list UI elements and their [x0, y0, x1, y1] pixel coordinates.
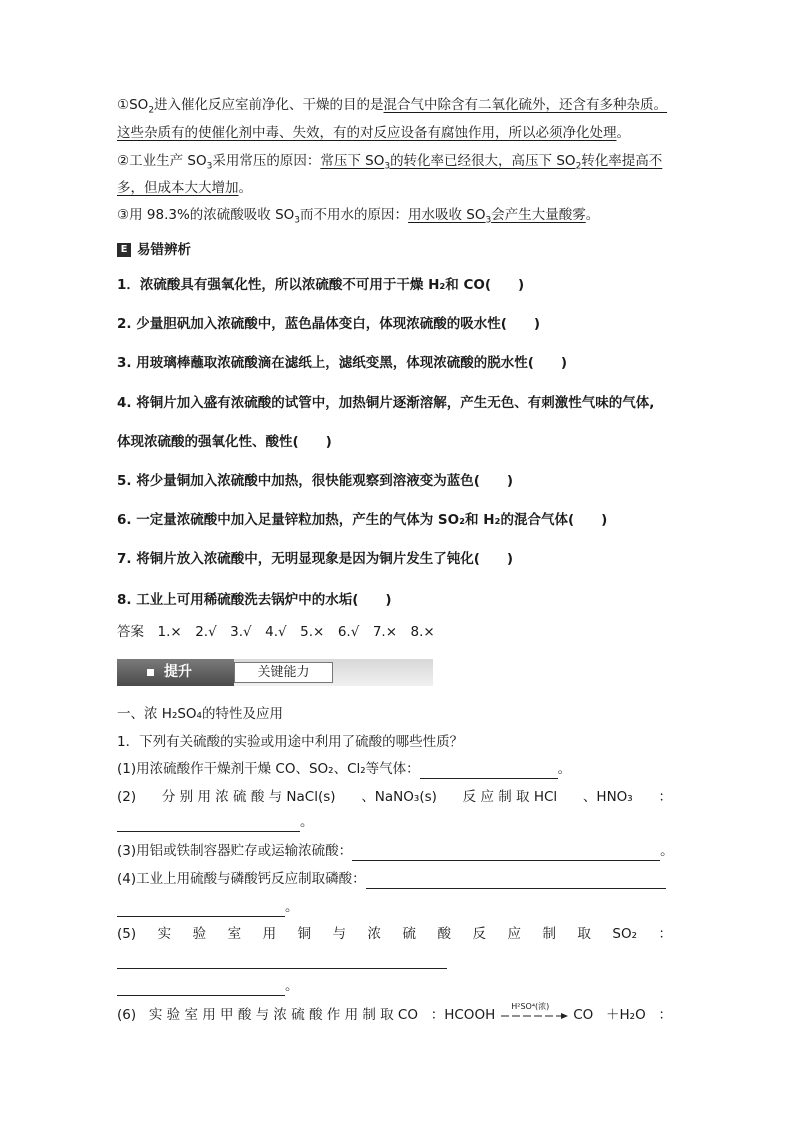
intro-line-5 [117, 205, 599, 231]
underlined-answer [320, 153, 663, 172]
arrow-icon [499, 1005, 569, 1025]
underlined-answer [408, 207, 586, 226]
text: 反 [472, 926, 486, 942]
text: 。 [300, 814, 314, 830]
question-1-5 [117, 924, 672, 944]
practice-section-title: 一、浓 H₂SO₄的特性及应用 [117, 706, 283, 722]
question-1-4 [117, 869, 666, 889]
banner-right-label: 关键能力 [234, 662, 333, 683]
subscript: 3 [485, 215, 492, 226]
text: ③用 98.3%的浓硫酸吸收 SO [117, 207, 295, 223]
text: 制 [542, 926, 556, 942]
text: CO [573, 1007, 594, 1023]
analysis-item-1: 1．浓硫酸具有强氧化性，所以浓硫酸不可用于干燥 H₂和 CO( ) [117, 277, 525, 293]
analysis-item-5: 5. 将少量铜加入浓硫酸中加热，很快能观察到溶液变为蓝色( ) [117, 473, 514, 489]
question-1-5-answer-b [117, 976, 299, 996]
subscript: 3 [206, 161, 213, 172]
question-1-2-answer [117, 812, 314, 832]
answer-blank[interactable] [420, 762, 558, 779]
question-1-2 [117, 787, 672, 807]
answer-line: 答案 1.× 2.√ 3.√ 4.√ 5.× 6.√ 7.× 8.× [117, 624, 435, 640]
answer-blank[interactable] [117, 952, 447, 969]
text: 、NaNO₃(s) [361, 789, 437, 805]
answer-blank[interactable] [117, 815, 300, 832]
text: 实 验 室 用 甲 酸 与 浓 硫 酸 作 用 制 取 CO [148, 1007, 418, 1023]
square-icon [147, 669, 154, 676]
reaction-arrow [499, 1002, 569, 1025]
text: 酸 [437, 926, 451, 942]
text: (6) [117, 1007, 137, 1023]
text: (1)用浓硫酸作干燥剂干燥 CO、SO₂、Cl₂等气体： [117, 761, 420, 777]
text: 。 [285, 978, 299, 994]
intro-line-1 [117, 95, 667, 121]
question-1-5-answer-a [117, 949, 447, 969]
section-banner [117, 659, 433, 686]
subscript: 3 [384, 161, 391, 172]
intro-line-4 [117, 178, 252, 198]
text: ：HCOOH [430, 1007, 496, 1023]
analysis-title: 易错辨析 [137, 242, 191, 258]
answer-blank[interactable] [352, 844, 660, 861]
question-1-4-answer [117, 897, 299, 917]
analysis-item-3: 3. 用玻璃棒蘸取浓硫酸滴在滤纸上，滤纸变黑，体现浓硫酸的脱水性( ) [117, 355, 568, 371]
analysis-item-2: 2. 少量胆矾加入浓硫酸中，蓝色晶体变白，体现浓硫酸的吸水性( ) [117, 316, 541, 332]
text: 取 [577, 926, 591, 942]
text: 。 [616, 125, 630, 141]
underlined-answer: 多，但成本大大增加 [117, 180, 239, 196]
banner-left-label: 提升 [164, 664, 192, 680]
section-e-icon: E [117, 243, 131, 257]
reaction [430, 1002, 594, 1025]
text: SO₂ [612, 926, 638, 942]
analysis-item-8: 8. 工业上可用稀硫酸洗去锅炉中的水垢( ) [117, 592, 392, 608]
text: 采用常压的原因： [212, 153, 321, 169]
text: (3)用铝或铁制容器贮存或运输浓硫酸： [117, 843, 353, 859]
text: 而不用水的原因： [300, 207, 409, 223]
analysis-item-7: 7. 将铜片放入浓硫酸中，无明显现象是因为铜片发生了钝化( ) [117, 551, 514, 567]
text: 验 [192, 926, 207, 942]
text: 分 别 用 浓 硫 酸 与 NaCl(s) [161, 789, 336, 805]
answer-blank[interactable] [117, 979, 285, 996]
intro-line-3 [117, 151, 662, 177]
text: 。 [238, 180, 252, 196]
text: (5) [117, 926, 137, 942]
text: 。 [557, 761, 572, 777]
text: ： [658, 926, 672, 942]
text: 。 [285, 899, 299, 915]
intro-line-2 [117, 123, 630, 143]
reaction-condition: H²SO⁴(浓) [511, 1002, 550, 1011]
question-1: 1．下列有关硫酸的实验或用途中利用了硫酸的哪些性质？ [117, 734, 464, 750]
text: ： [658, 789, 672, 805]
text: 的转化率已经很大，高压下 SO [390, 153, 576, 169]
analysis-item-4-cont: 体现浓硫酸的强氧化性、酸性( ) [117, 434, 332, 450]
text: 常压下 SO [320, 153, 385, 169]
text: 、HNO₃ [582, 789, 633, 805]
text: 会产生大量酸雾 [491, 207, 586, 223]
text: 室 [227, 926, 242, 942]
text: ②工业生产 SO [117, 153, 207, 169]
text: 硫 [402, 926, 416, 942]
answer-blank[interactable] [117, 900, 285, 917]
text: 转化率提高不 [581, 153, 663, 169]
answer-blank[interactable] [366, 872, 666, 889]
text: (2) [117, 789, 137, 805]
text: 进入催化反应室前净化、干燥的目的是 [154, 97, 384, 113]
text: ＋H₂O [606, 1007, 646, 1023]
banner-left [117, 659, 234, 686]
text: 反 应 制 取 HCl [462, 789, 558, 805]
text: ： [658, 1007, 672, 1023]
analysis-heading [117, 240, 191, 260]
text: 。 [660, 843, 674, 859]
subscript: 2 [575, 161, 582, 172]
text: ①SO [117, 97, 149, 113]
text: 应 [507, 926, 521, 942]
text: 实 [157, 926, 172, 942]
question-1-1 [117, 759, 571, 779]
question-1-3 [117, 841, 674, 861]
analysis-item-6: 6. 一定量浓硫酸中加入足量锌粒加热，产生的气体为 SO₂和 H₂的混合气体( ) [117, 512, 608, 528]
subscript: 2 [148, 105, 155, 116]
underlined-answer: 这些杂质有的使催化剂中毒、失效，有的对反应设备有腐蚀作用，所以必须净化处理 [117, 125, 617, 141]
text: (4)工业上用硫酸与磷酸钙反应制取磷酸： [117, 871, 366, 887]
question-1-6 [117, 1002, 672, 1025]
text: 用 [262, 926, 277, 942]
analysis-item-4: 4. 将铜片加入盛有浓硫酸的试管中，加热铜片逐渐溶解，产生无色、有刺激性气味的气体, [117, 395, 655, 411]
text: 。 [585, 207, 600, 223]
text: 铜 [297, 926, 312, 942]
subscript: 3 [294, 215, 301, 226]
text: 浓 [367, 926, 382, 942]
underlined-answer: 混合气中除含有二氧化硫外，还含有多种杂质。 [383, 97, 668, 113]
text: 与 [332, 926, 347, 942]
text: 用水吸收 SO [408, 207, 486, 223]
